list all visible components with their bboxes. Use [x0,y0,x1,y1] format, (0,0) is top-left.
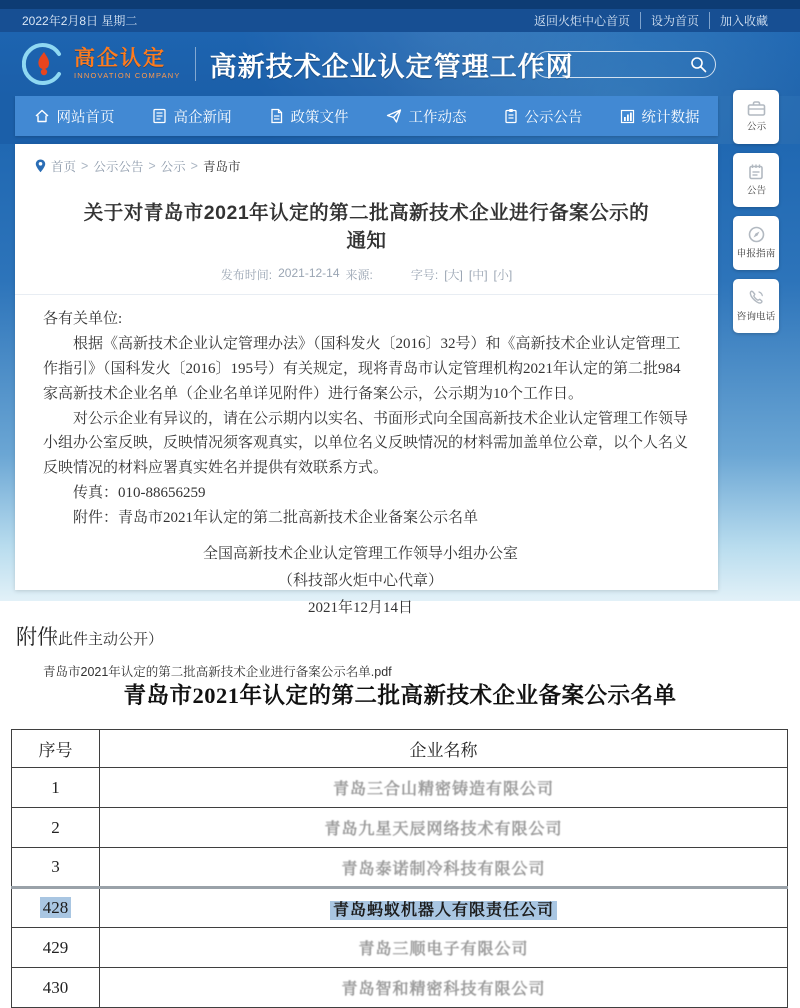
article-body [15,295,718,653]
logo-subtitle: INNOVATION COMPANY [74,71,181,81]
side-button-shenbao-guide[interactable] [733,216,779,270]
enterprise-roster-table [11,729,788,1008]
site-header [0,32,800,96]
table-row [12,808,788,848]
cell-company: 青岛蚂蚁机器人有限责任公司 [100,888,788,928]
publish-time-label: 发布时间: [220,268,273,282]
nav-item-news[interactable] [146,106,238,127]
side-button-label: 申报指南 [736,247,776,259]
salutation: 各有关单位: [43,311,123,327]
nav-label: 政策文件 [290,109,349,126]
side-button-phone[interactable] [733,279,779,333]
nav-item-home[interactable] [28,106,121,127]
nav-item-statistics[interactable] [614,106,706,127]
source-label: 来源: [345,268,373,282]
roster-table-title: 青岛市2021年认定的第二批高新技术企业备案公示名单 [123,683,677,708]
cell-company: 青岛九星天辰网络技术有限公司 [100,808,788,848]
cell-no: 428 [12,888,100,928]
breadcrumb-announcements[interactable]: 公示公告 [93,160,144,174]
article-meta [15,266,718,295]
cell-company: 青岛智和精密科技有限公司 [100,968,788,1008]
breadcrumb [15,144,718,183]
logo-title: 高企认定 [74,47,166,71]
nav-label: 高企新闻 [173,109,232,126]
page-background [0,120,800,679]
cell-no: 429 [12,928,100,968]
paper-plane-icon [386,108,402,124]
breadcrumb-qingdao: 青岛市 [202,160,241,174]
nav-label: 网站首页 [56,109,115,126]
paragraph-1: 根据《高新技术企业认定管理办法》（国科发火〔2016〕32号）和《高新技术企业认定管理工作指引》（国科发火〔2016〕195号）有关规定，现将青岛市认定管理机构2021年认定的第二批984家高新技术企业名单（企业名单详见附件）进行备案公示，公示期为10个工作日。 [43,335,681,402]
cell-no: 430 [12,968,100,1008]
breadcrumb-gongshi[interactable]: 公示 [160,160,186,174]
nav-label: 工作动态 [408,109,467,126]
site-logo[interactable] [22,42,181,86]
breadcrumb-separator: > [190,159,198,173]
header-divider [195,47,196,81]
link-torch-home[interactable]: 返回火炬中心首页 [533,14,630,28]
side-button-label: 公示 [746,120,766,132]
publish-date: 2021-12-14 [278,266,340,280]
cell-company: 青岛泰诺制冷科技有限公司 [100,848,788,888]
signature-seal: （科技部火炬中心代章） [277,573,443,590]
home-icon [34,108,50,124]
main-nav [15,96,718,136]
nav-item-work-dynamics[interactable] [380,106,473,127]
nav-band [0,96,800,144]
side-button-label: 公告 [746,184,766,196]
current-date: 2022年2月8日 星期二 [22,14,138,28]
fontsize-medium[interactable]: [中] [468,268,488,282]
breadcrumb-separator: > [81,159,89,173]
table-row [12,848,788,888]
link-add-favorite[interactable]: 加入收藏 [709,12,778,29]
cell-no: 3 [12,848,100,888]
table-row [12,768,788,808]
disclosure-note: （此件主动公开） [43,632,164,649]
paragraph-2: 对公示企业有异议的，请在公示期内以实名、书面形式向全国高新技术企业认定管理工作领导小组办公室反映，反映情况须客观真实，以单位名义反映情况的材料需加盖单位公章，以个人名义反映情况的材料应署真实姓名并提供有效联系方式。 [43,410,689,477]
nav-label: 公示公告 [524,109,583,126]
signature-org: 全国高新技术企业认定管理工作领导小组办公室 [202,546,518,563]
top-accent-strip [0,0,800,9]
side-button-gongshi[interactable] [733,90,779,144]
nav-label: 统计数据 [641,109,700,126]
side-quick-buttons [733,90,779,333]
search-box[interactable] [534,51,716,78]
bulletin-icon [747,101,766,116]
breadcrumb-home[interactable]: 首页 [51,160,77,174]
table-header-row [12,730,788,768]
breadcrumb-separator: > [148,159,156,173]
table-row-highlighted [12,888,788,928]
fontsize-large[interactable]: [大] [444,268,463,282]
signature-block [37,541,684,622]
news-icon [152,108,167,124]
attachment-pdf-link[interactable]: 青岛市2021年认定的第二批高新技术企业进行备案公示名单.pdf [43,664,392,679]
side-button-label: 咨询电话 [736,310,776,322]
attachment-line: 附件：青岛市2021年认定的第二批高新技术企业备案公示名单 [73,510,479,527]
article-title: 关于对青岛市2021年认定的第二批高新技术企业进行备案公示的通知 [83,202,650,252]
stats-icon [620,109,635,124]
table-row [12,968,788,1008]
site-title: 高新技术企业认定管理工作网 [209,51,574,82]
compass-icon [748,226,765,243]
policy-doc-icon [269,108,284,124]
search-input[interactable] [545,52,685,77]
fontsize-small[interactable]: [小] [493,268,513,282]
header-cell-name: 企业名称 [100,730,788,768]
cell-no: 1 [12,768,100,808]
nav-item-policy[interactable] [263,106,355,127]
utility-bar [0,9,800,32]
fax-line: 传真：010-88656259 [73,485,206,502]
logo-icon [22,42,66,86]
phone-icon [748,289,765,306]
header-cell-no: 序号 [12,730,100,768]
cell-company: 青岛三合山精密铸造有限公司 [100,768,788,808]
clipboard-icon [504,108,518,124]
attachment-label: 附件 [16,625,58,649]
nav-item-announcements[interactable] [498,106,589,127]
table-row [12,928,788,968]
signature-date: 2021年12月14日 [307,600,413,617]
meta-gap [379,266,405,283]
content-card [15,144,718,679]
utility-links [524,12,778,29]
cell-no: 2 [12,808,100,848]
cell-company: 青岛三顺电子有限公司 [100,928,788,968]
search-icon[interactable] [690,56,707,73]
link-set-homepage[interactable]: 设为首页 [640,12,709,29]
side-button-gonggao[interactable] [733,153,779,207]
location-pin-icon [35,159,46,173]
fontsize-label: 字号: [410,268,439,282]
notice-icon [748,163,764,180]
logo-text-block [74,48,181,80]
